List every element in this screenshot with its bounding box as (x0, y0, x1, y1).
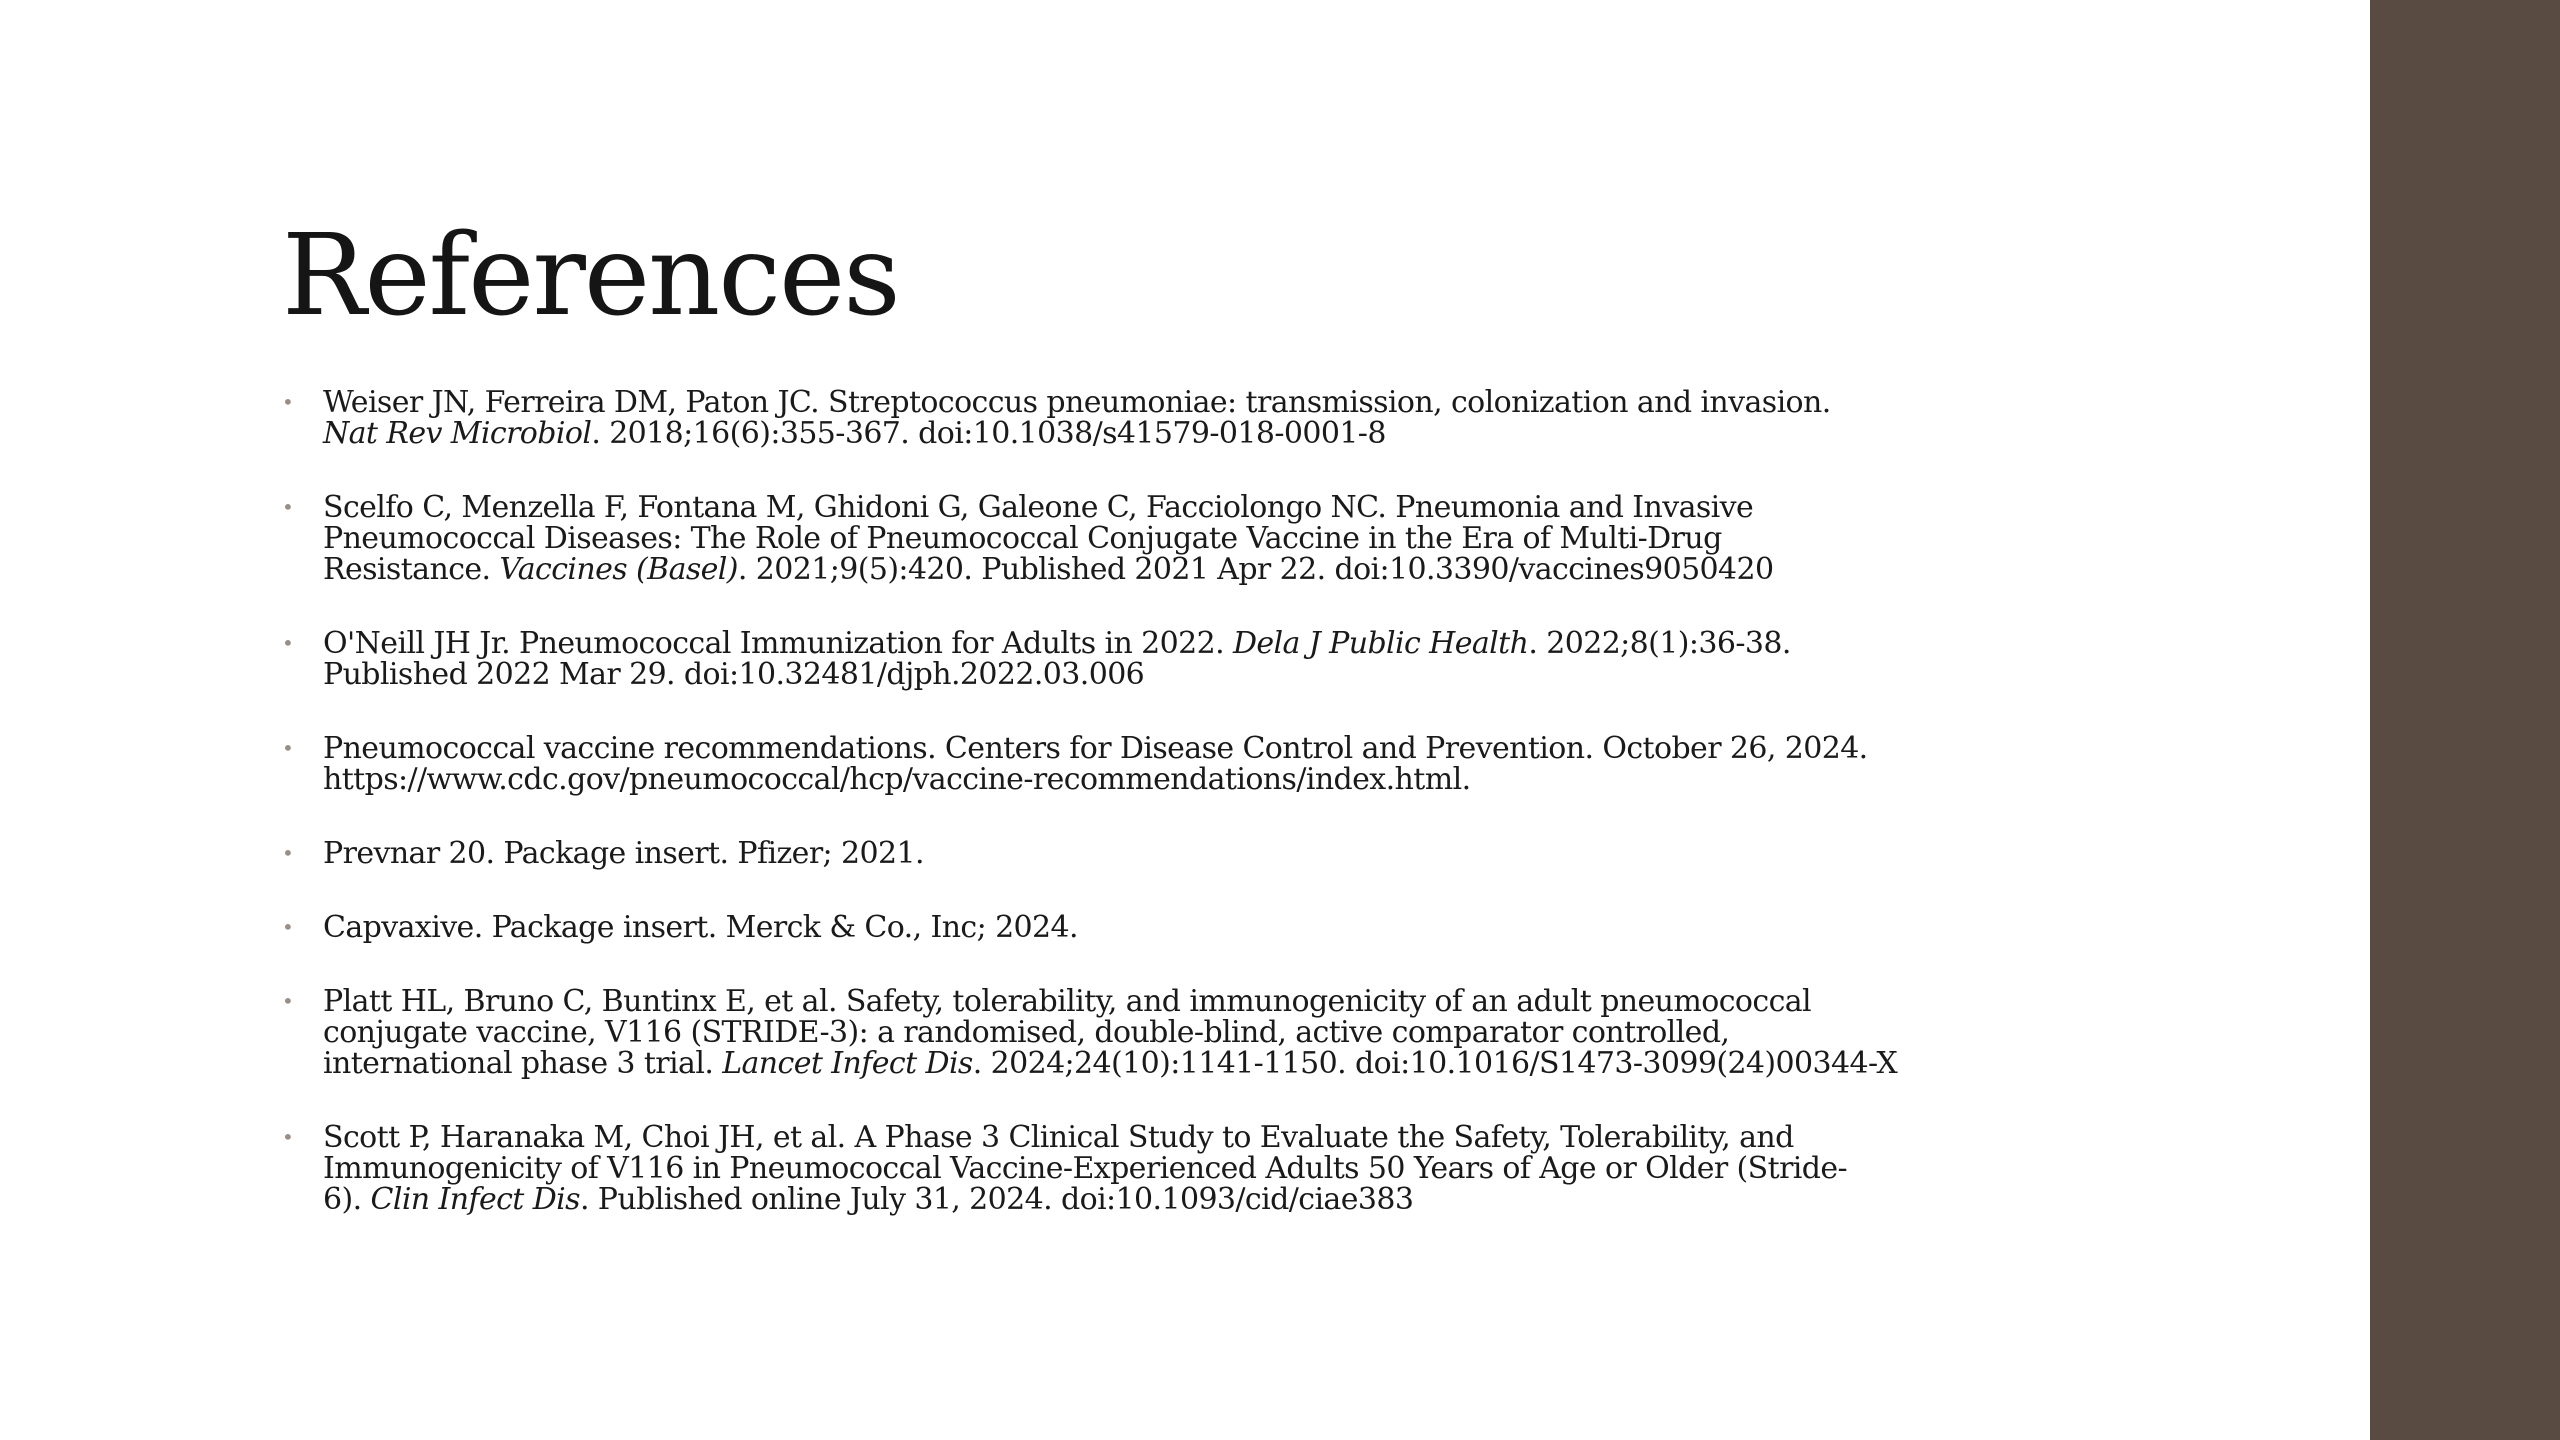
reference-text: Scott P, Haranaka M, Choi JH, et al. A Phase 3 Clinical Study to Evaluate the Safety, Tolerability, and (323, 1120, 1794, 1155)
reference-line (323, 986, 2072, 1017)
reference-line (323, 1017, 2072, 1048)
reference-item (282, 1122, 2072, 1215)
reference-text: . 2021;9(5):420. Published 2021 Apr 22. doi:10.3390/vaccines9050420 (737, 552, 1774, 587)
reference-item (282, 838, 2072, 869)
bullet-icon: • (282, 841, 294, 865)
reference-text: . Published online July 31, 2024. doi:10.1093/cid/ciae383 (579, 1182, 1414, 1217)
reference-line (323, 387, 2072, 418)
reference-line (323, 659, 2072, 690)
reference-text: Published 2022 Mar 29. doi:10.32481/djph.2022.03.006 (323, 657, 1145, 692)
reference-line (323, 523, 2072, 554)
accent-side-bar (2370, 0, 2560, 1440)
reference-line (323, 1153, 2072, 1184)
reference-item (282, 986, 2072, 1079)
reference-text: 6). (323, 1182, 371, 1217)
reference-line (323, 1048, 2072, 1079)
reference-list (282, 387, 2072, 1258)
bullet-icon: • (282, 1125, 294, 1149)
reference-line (323, 764, 2072, 795)
bullet-icon: • (282, 989, 294, 1013)
reference-line (323, 733, 2072, 764)
reference-line (323, 554, 2072, 585)
reference-line (323, 418, 2072, 449)
journal-title: Lancet Infect Dis (722, 1046, 973, 1081)
bullet-icon: • (282, 915, 294, 939)
reference-text: Pneumococcal Diseases: The Role of Pneumococcal Conjugate Vaccine in the Era of Multi-Drug (323, 521, 1722, 556)
reference-text: O'Neill JH Jr. Pneumococcal Immunization for Adults in 2022. (323, 626, 1233, 661)
reference-text: international phase 3 trial. (323, 1046, 723, 1081)
reference-line (323, 912, 2072, 943)
reference-text: https://www.cdc.gov/pneumococcal/hcp/vaccine-recommendations/index.html. (323, 762, 1471, 797)
reference-text: Pneumococcal vaccine recommendations. Centers for Disease Control and Prevention. October 26, 2024. (323, 731, 1868, 766)
journal-title: Nat Rev Microbiol (323, 416, 592, 451)
reference-text: . 2024;24(10):1141-1150. doi:10.1016/S1473-3099(24)00344-X (972, 1046, 1898, 1081)
reference-line (323, 1184, 2072, 1215)
reference-line (323, 838, 2072, 869)
reference-item (282, 492, 2072, 585)
journal-title: Dela J Public Health (1232, 626, 1529, 661)
journal-title: Vaccines (Basel) (499, 552, 738, 587)
reference-text: . 2018;16(6):355-367. doi:10.1038/s41579-018-0001-8 (591, 416, 1386, 451)
reference-line (323, 492, 2072, 523)
bullet-icon: • (282, 495, 294, 519)
reference-line (323, 628, 2072, 659)
reference-text: . 2022;8(1):36-38. (1528, 626, 1791, 661)
bullet-icon: • (282, 736, 294, 760)
bullet-icon: • (282, 631, 294, 655)
reference-text: Prevnar 20. Package insert. Pfizer; 2021. (323, 836, 924, 871)
reference-item (282, 912, 2072, 943)
bullet-icon: • (282, 390, 294, 414)
journal-title: Clin Infect Dis (370, 1182, 580, 1217)
reference-text: Weiser JN, Ferreira DM, Paton JC. Streptococcus pneumoniae: transmission, colonization and invasion. (323, 385, 1831, 420)
reference-text: Capvaxive. Package insert. Merck & Co., Inc; 2024. (323, 910, 1078, 945)
reference-line (323, 1122, 2072, 1153)
reference-text: Resistance. (323, 552, 500, 587)
reference-item (282, 387, 2072, 449)
reference-text: Scelfo C, Menzella F, Fontana M, Ghidoni G, Galeone C, Facciolongo NC. Pneumonia and Invasive (323, 490, 1754, 525)
reference-item (282, 733, 2072, 795)
reference-text: conjugate vaccine, V116 (STRIDE-3): a randomised, double-blind, active comparator controlled, (323, 1015, 1730, 1050)
slide-title: References (282, 211, 899, 341)
reference-item (282, 628, 2072, 690)
reference-text: Immunogenicity of V116 in Pneumococcal Vaccine-Experienced Adults 50 Years of Age or Older (Stride- (323, 1151, 1848, 1186)
reference-text: Platt HL, Bruno C, Buntinx E, et al. Safety, tolerability, and immunogenicity of an adult pneumococcal (323, 984, 1812, 1019)
